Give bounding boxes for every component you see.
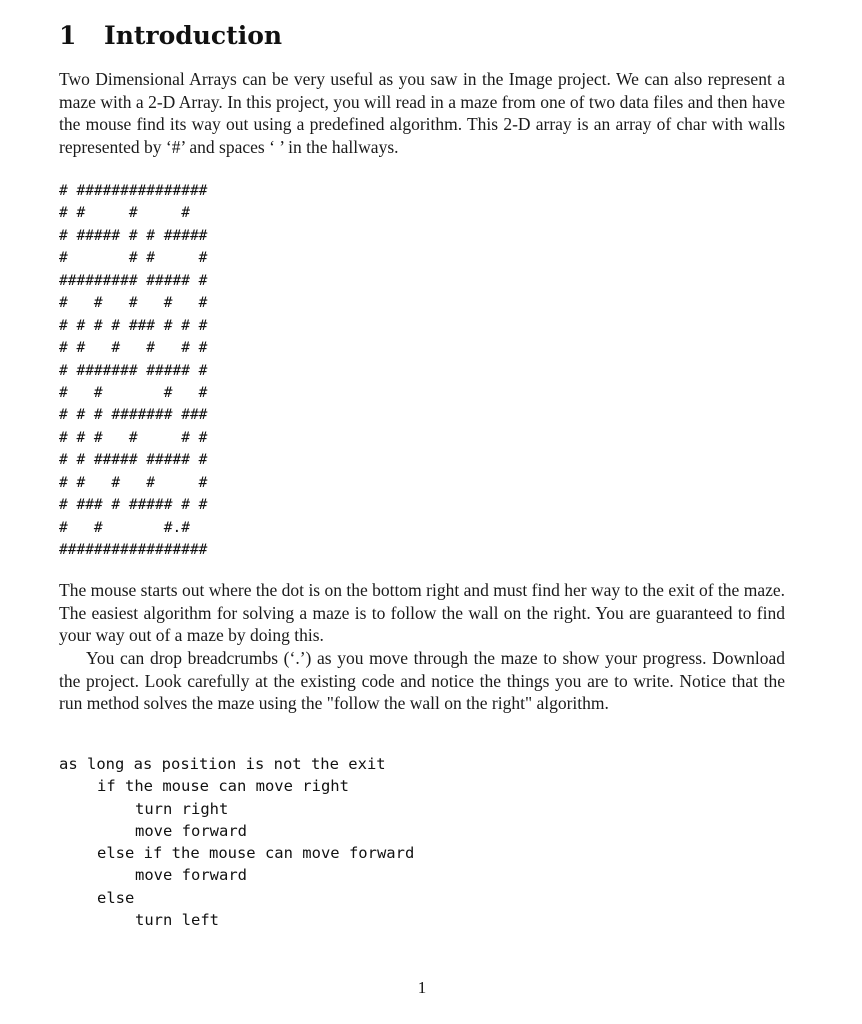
maze-row: # ### # ##### # # xyxy=(59,497,208,514)
intro-paragraph: Two Dimensional Arrays can be very useful as you saw in the Image project. We can also represent a maze with a 2-D Array. In this project, you will read in a maze from one of two data files and then have the mouse find its way out using a predefined algorithm. This 2-D array is an array of char with walls represented by ‘#’ and spaces ‘ ’ in the hallways. xyxy=(59,69,785,157)
maze-row: # ############### xyxy=(59,183,208,199)
maze-row: # # # # xyxy=(59,250,208,267)
section-number: 1 xyxy=(59,21,77,50)
maze-row: # # # # # # xyxy=(59,340,208,357)
maze-row: ################# xyxy=(59,542,208,558)
breadcrumbs-paragraph: You can drop breadcrumbs (‘.’) as you move through the maze to show your progress. Download the project. Look carefully at the existing code and notice the things you are to write. Notice that the run method solves the maze using the "follow the wall on the right" algorithm. xyxy=(59,648,785,714)
code-line: move forward xyxy=(135,821,247,840)
maze-row: # ####### ##### # xyxy=(59,362,208,379)
code-line: as long as position is not the exit xyxy=(59,755,386,773)
code-line: if the mouse can move right xyxy=(97,777,349,796)
code-line: turn right xyxy=(135,799,229,818)
maze-row: # # # # # # xyxy=(59,429,208,446)
mouse-start-paragraph: The mouse starts out where the dot is on the bottom right and must find her way to the exit of the maze. The easiest algorithm for solving a maze is to follow the wall on the right. You are guaranteed to find your way out of a maze by doing this. xyxy=(59,580,785,646)
maze-row: ######### ##### # xyxy=(59,272,208,289)
maze-row: # # # # # xyxy=(59,474,208,491)
code-line: else xyxy=(97,888,135,907)
maze-row: # # # # ### # # # xyxy=(59,317,208,334)
maze-row: # ##### # # ##### xyxy=(59,227,208,244)
maze-row: # # ##### ##### # xyxy=(59,452,208,469)
code-line: turn left xyxy=(135,911,219,930)
maze-row: # # # # # xyxy=(59,295,208,312)
algorithm-pseudocode xyxy=(59,753,414,931)
maze-row: # # #.# xyxy=(59,519,190,536)
page-number: 1 xyxy=(417,978,427,997)
maze-row: # # # # xyxy=(59,384,208,401)
code-line: move forward xyxy=(135,866,247,885)
code-line: else if the mouse can move forward xyxy=(97,844,415,863)
section-heading xyxy=(59,18,282,54)
maze-row: # # # ####### ### xyxy=(59,407,208,424)
maze-listing xyxy=(59,180,207,561)
maze-row: # # # # xyxy=(59,205,190,222)
section-title: Introduction xyxy=(104,21,283,50)
